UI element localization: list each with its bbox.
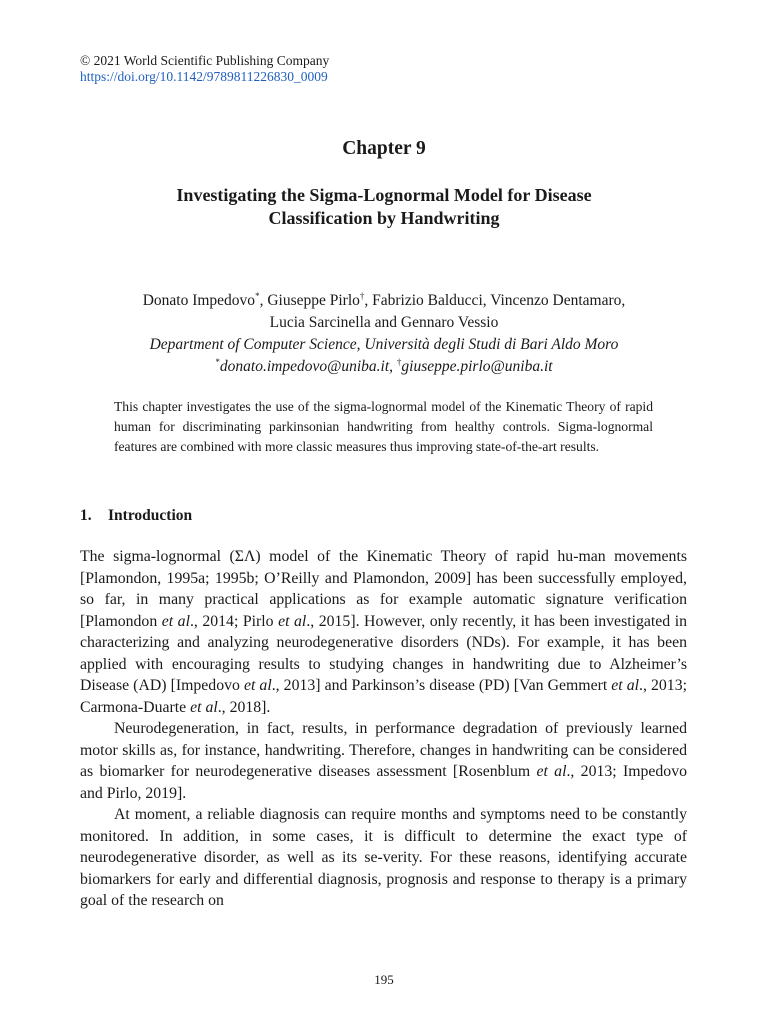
author-names-line-1: Donato Impedovo*, Giuseppe Pirlo†, Fabrizio Balducci, Vincenzo Dentamaro, (142, 291, 626, 309)
author-emails: *donato.impedovo@uniba.it, †giuseppe.pirlo@uniba.it (215, 357, 553, 375)
doi-link[interactable]: https://doi.org/10.1142/9789811226830_0009 (80, 69, 328, 84)
chapter-number: Chapter 9 (342, 138, 426, 159)
copyright-header (80, 53, 329, 85)
chapter-title (100, 184, 668, 230)
author-block (60, 290, 708, 378)
section-number: 1. (80, 507, 92, 524)
paragraph: At moment, a reliable diagnosis can require months and symptoms need to be constantly monitored. In addition, in some cases, it is difficult to determine the exact type of neurodegenerative disorder, as well as its se-verity. For these reasons, identifying accurate biomarkers for early and differential diagnosis, prognosis and response to therapy is a primary goal of the research on (80, 806, 687, 909)
affiliation: Department of Computer Science, Università degli Studi di Bari Aldo Moro (149, 336, 619, 353)
paragraph: The sigma-lognormal (ΣΛ) model of the Kinematic Theory of rapid hu-man movements [Plamondon, 1995a; 1995b; O’Reilly and Plamondon, 2009] has been successfully employed, so far, in many practical applications as for example automatic signature verification [Plamondon et al., 2014; Pirlo et al., 2015]. However, only recently, it has been investigated in characterizing and analyzing neurodegenerative disorders (NDs). For example, it has been applied with encouraging results to studying changes in handwriting due to Alzheimer’s Disease (AD) [Impedovo et al., 2013] and Parkinson’s disease (PD) [Van Gemmert et al., 2013; Carmona-Duarte et al., 2018]. (80, 548, 688, 716)
chapter-title-line-1: Investigating the Sigma-Lognormal Model for Disease (176, 185, 592, 205)
section-title: Introduction (108, 507, 193, 524)
paragraph: Neurodegeneration, in fact, results, in performance degradation of previously learned motor skills as, for instance, handwriting. Therefore, changes in handwriting can be considered as biomarker for neurodegenerative diseases assessment [Rosenblum et al., 2013; Impedovo and Pirlo, 2019]. (80, 720, 688, 802)
page-number: 195 (374, 972, 394, 987)
copyright-line: © 2021 World Scientific Publishing Company (80, 53, 330, 68)
chapter-title-line-2: Classification by Handwriting (268, 208, 500, 228)
abstract: This chapter investigates the use of the sigma-lognormal model of the Kinematic Theory of rapid human for discriminating parkinsonian handwriting from healthy controls. Sigma-lognormal features are combined with more classic measures thus improving state-of-the-art results. (114, 399, 653, 454)
body-text (80, 546, 687, 912)
author-names-line-2: Lucia Sarcinella and Gennaro Vessio (269, 314, 499, 331)
section-heading (80, 507, 192, 525)
